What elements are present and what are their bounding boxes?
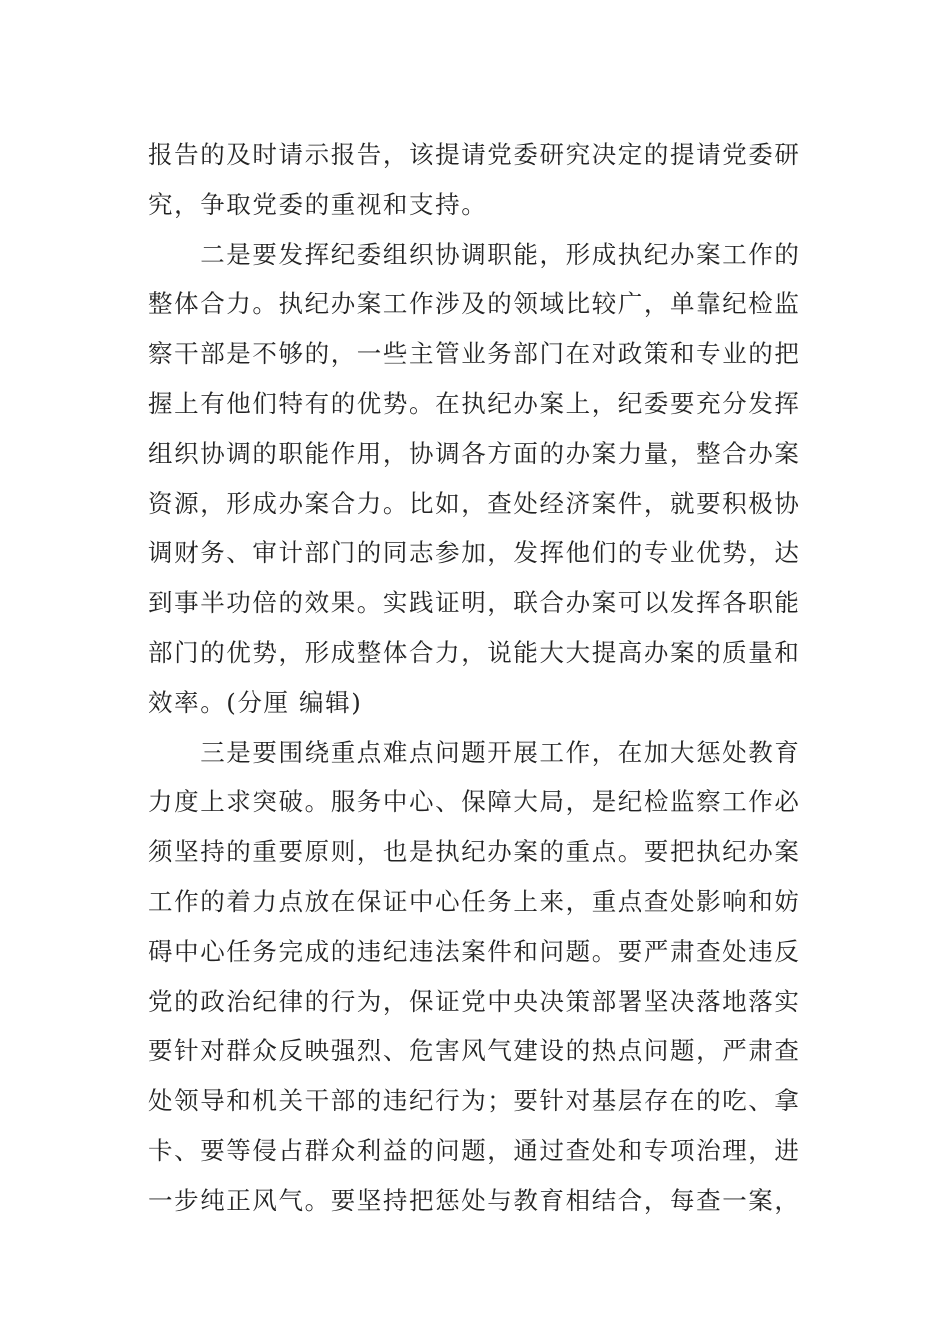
- text-line: 组织协调的职能作用，协调各方面的办案力量，整合办案: [148, 438, 801, 468]
- text-line: 整体合力。执纪办案工作涉及的领域比较广，单靠纪检监: [148, 289, 801, 319]
- text-line: 要针对群众反映强烈、危害风气建设的热点问题，严肃查: [148, 1036, 801, 1066]
- body-text: [148, 130, 808, 1226]
- text-line: 察干部是不够的，一些主管业务部门在对政策和专业的把: [148, 339, 801, 369]
- text-line: 部门的优势，形成整体合力，说能大大提高办案的质量和: [148, 637, 801, 667]
- text-line: 一步纯正风气。要坚持把惩处与教育相结合，每查一案，: [148, 1185, 801, 1215]
- text-line: 须坚持的重要原则，也是执纪办案的重点。要把执纪办案: [148, 837, 801, 867]
- text-line: 到事半功倍的效果。实践证明，联合办案可以发挥各职能: [148, 588, 801, 618]
- text-line: 效率。(分厘 编辑): [148, 687, 363, 717]
- paragraph-start-line: 三是要围绕重点难点问题开展工作，在加大惩处教育: [148, 737, 801, 767]
- text-line: 调财务、审计部门的同志参加，发挥他们的专业优势，达: [148, 538, 801, 568]
- text-line: 报告的及时请示报告，该提请党委研究决定的提请党委研: [148, 140, 801, 169]
- text-line: 力度上求突破。服务中心、保障大局，是纪检监察工作必: [148, 787, 801, 817]
- text-line: 碍中心任务完成的违纪违法案件和问题。要严肃查处违反: [148, 936, 801, 966]
- text-line: 工作的着力点放在保证中心任务上来，重点查处影响和妨: [148, 886, 801, 916]
- text-line: 资源，形成办案合力。比如，查处经济案件，就要积极协: [148, 488, 801, 518]
- text-line: 握上有他们特有的优势。在执纪办案上，纪委要充分发挥: [148, 388, 801, 418]
- text-line: 党的政治纪律的行为，保证党中央决策部署坚决落地落实: [148, 986, 801, 1016]
- text-line: 究，争取党委的重视和支持。: [148, 189, 488, 219]
- paragraph-start-line: 二是要发挥纪委组织协调职能，形成执纪办案工作的: [148, 239, 801, 269]
- text-line: 卡、要等侵占群众利益的问题，通过查处和专项治理，进: [148, 1135, 801, 1165]
- text-line: 处领导和机关干部的违纪行为；要针对基层存在的吃、拿: [148, 1086, 801, 1116]
